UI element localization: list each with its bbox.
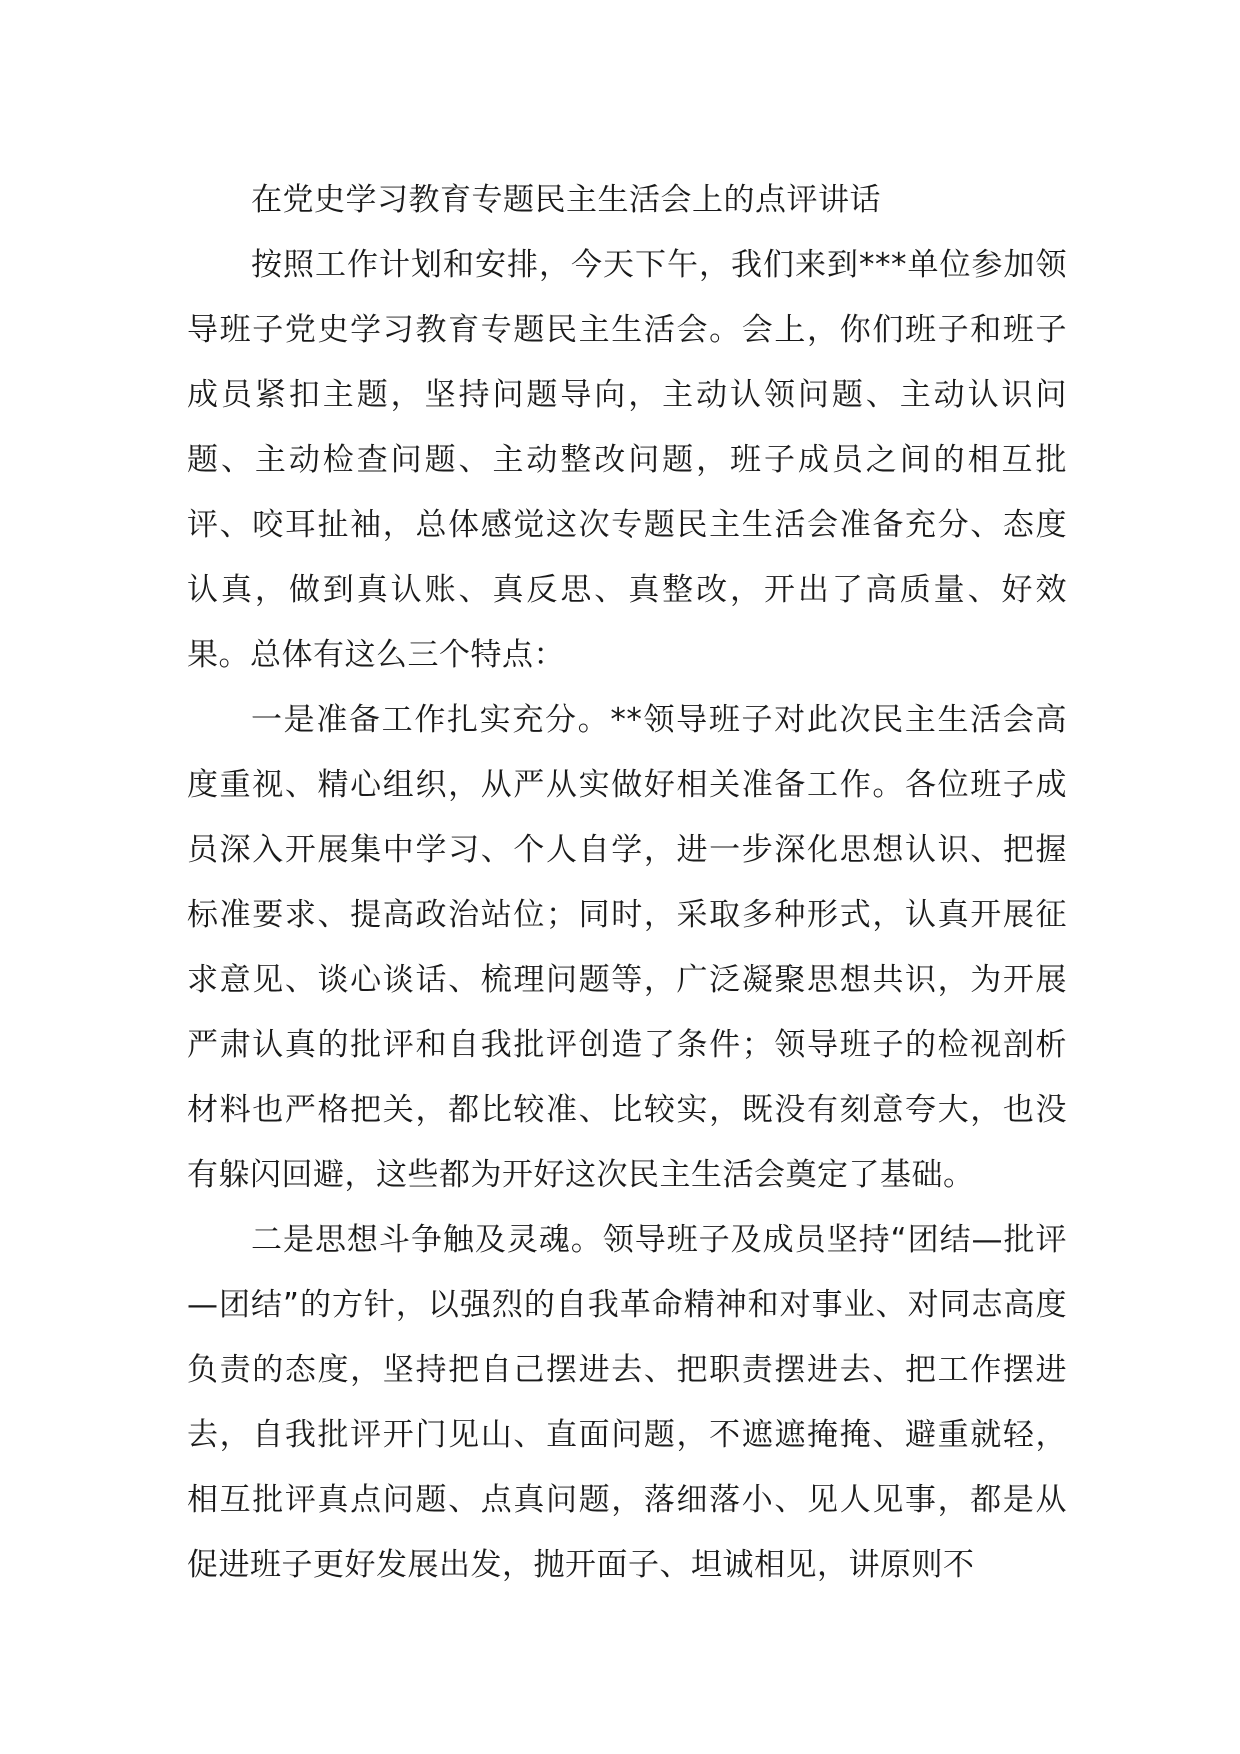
- document-body: [187, 168, 1067, 1598]
- paragraph-point-one: 一是准备工作扎实充分。**领导班子对此次民主生活会高度重视、精心组织，从严从实做好相关准备工作。各位班子成员深入开展集中学习、个人自学，进一步深化思想认识、把握标准要求、提高政治站位；同时，采取多种形式，认真开展征求意见、谈心谈话、梳理问题等，广泛凝聚思想共识，为开展严肃认真的批评和自我批评创造了条件；领导班子的检视剖析材料也严格把关，都比较准、比较实，既没有刻意夸大，也没有躲闪回避，这些都为开好这次民主生活会奠定了基础。: [187, 702, 1067, 1193]
- paragraph-point-two: 二是思想斗争触及灵魂。领导班子及成员坚持“团结—批评—团结”的方针，以强烈的自我革命精神和对事业、对同志高度负责的态度，坚持把自己摆进去、把职责摆进去、把工作摆进去，自我批评开门见山、直面问题，不遮遮掩掩、避重就轻，相互批评真点问题、点真问题，落细落小、见人见事，都是从促进班子更好发展出发，抛开面子、坦诚相见，讲原则不: [187, 1222, 1067, 1583]
- document-title: 在党史学习教育专题民主生活会上的点评讲话: [251, 182, 881, 218]
- paragraph-intro: 按照工作计划和安排，今天下午，我们来到***单位参加领导班子党史学习教育专题民主生活会。会上，你们班子和班子成员紧扣主题，坚持问题导向，主动认领问题、主动认识问题、主动检查问题、主动整改问题，班子成员之间的相互批评、咬耳扯袖，总体感觉这次专题民主生活会准备充分、态度认真，做到真认账、真反思、真整改，开出了高质量、好效果。总体有这么三个特点：: [187, 247, 1067, 673]
